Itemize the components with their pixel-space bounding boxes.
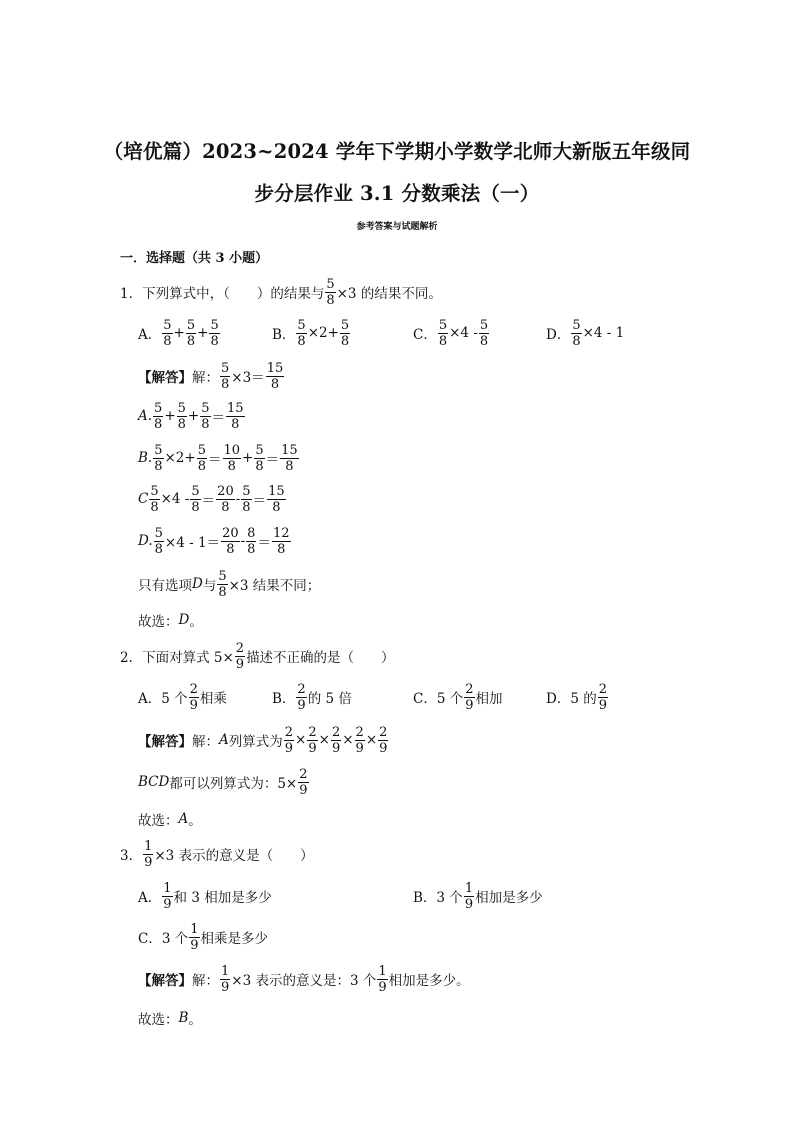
fraction: $\frac{15}{8}$ (268, 483, 285, 515)
fraction: $\frac{5}{8}$ (177, 400, 186, 432)
fraction: $\frac{1}{9}$ (144, 838, 153, 870)
q1-option-c: C． $\frac{5}{8}$ ×4 - $\frac{5}{8}$ (413, 317, 489, 349)
fraction: $\frac{2}{9}$ (284, 724, 294, 756)
fraction: $\frac{1}{9}$ (163, 880, 172, 912)
fraction: $\frac{5}{8}$ (210, 317, 219, 349)
answer-label: 【解答】 (138, 734, 192, 750)
fraction: $\frac{5}{8}$ (186, 317, 196, 349)
fraction: $\frac{2}{9}$ (331, 724, 341, 756)
q3-stem: 3． $\frac{1}{9}$ ×3 表示的意义是（ ） (120, 838, 314, 870)
fraction: $\frac{2}{9}$ (465, 681, 474, 713)
fraction: $\frac{5}{8}$ (438, 317, 448, 349)
q2-option-d: D．5 的 $\frac{2}{9}$ (546, 681, 607, 713)
q3-choice: 故选： B 。 (138, 1010, 202, 1028)
fraction: $\frac{5}{8}$ (340, 317, 350, 349)
fraction: $\frac{5}{8}$ (255, 442, 264, 474)
q1-solution-c: C $\frac{5}{8}$ ×4 - $\frac{5}{8}$ ＝ $\frac{20}{8}$ - $\frac{5}{8}$ ＝ $\frac{15}{8}$ (138, 483, 285, 515)
q1-choice: 故选： D 。 (138, 612, 203, 630)
fraction: $\frac{20}{8}$ (217, 483, 234, 515)
fraction: $\frac{5}{8}$ (154, 400, 163, 432)
fraction: $\frac{1}{9}$ (464, 880, 474, 912)
document-subtitle: 参考答案与试题解析 (356, 222, 438, 232)
q3-option-b: B．3 个 $\frac{1}{9}$ 相加是多少 (413, 880, 543, 912)
fraction: $\frac{2}{9}$ (299, 766, 308, 798)
fraction: $\frac{20}{8}$ (222, 525, 239, 557)
section-heading: 一．选择题（共 3 小题） (120, 250, 269, 266)
fraction: $\frac{2}{9}$ (598, 681, 607, 713)
fraction: $\frac{5}{8}$ (479, 317, 489, 349)
q3-solution: 【解答】 解： $\frac{1}{9}$ ×3 表示的意义是：3 个 $\frac{1}{9}$ 相加是多少。 (138, 963, 470, 995)
fraction: $\frac{5}{8}$ (297, 317, 306, 349)
q2-option-b: B． $\frac{2}{9}$ 的 5 倍 (272, 681, 352, 713)
q2-solution-bcd: BCD 都可以列算式为：5× $\frac{2}{9}$ (138, 766, 308, 798)
fraction: $\frac{2}{9}$ (235, 640, 245, 672)
fraction: $\frac{5}{8}$ (150, 483, 159, 515)
fraction: $\frac{5}{8}$ (218, 568, 227, 600)
q3-option-c: C．3 个 $\frac{1}{9}$ 相乘是多少 (138, 921, 268, 953)
q2-option-a: A．5 个 $\frac{2}{9}$ 相乘 (138, 681, 227, 713)
answer-label: 【解答】 (138, 973, 192, 989)
q1-solution-d: D. $\frac{5}{8}$ ×4 - 1＝ $\frac{20}{8}$ - $\frac{8}{8}$ ＝ $\frac{12}{8}$ (138, 525, 290, 557)
q3-option-a: A． $\frac{1}{9}$ 和 3 相加是多少 (138, 880, 272, 912)
fraction: $\frac{5}{8}$ (326, 276, 335, 308)
document-title-line2: 步分层作业 3.1 分数乘法（一） (254, 182, 540, 205)
fraction: $\frac{1}{9}$ (221, 963, 230, 995)
fraction: $\frac{5}{8}$ (221, 360, 230, 392)
fraction: $\frac{8}{8}$ (247, 525, 256, 557)
q1-stem-text: 1．下列算式中，（ ）的结果与 (120, 286, 325, 302)
fraction: $\frac{5}{8}$ (191, 483, 200, 515)
q1-stem (120, 274, 442, 310)
fraction: $\frac{15}{8}$ (281, 442, 298, 474)
q2-option-c: C．5 个 $\frac{2}{9}$ 相加 (413, 681, 503, 713)
fraction: $\frac{2}{9}$ (379, 724, 388, 756)
q1-solution-b: B. $\frac{5}{8}$ ×2+ $\frac{5}{8}$ ＝ $\frac{10}{8}$ + $\frac{5}{8}$ ＝ $\frac{15}{8}$ (138, 442, 298, 474)
q2-choice: 故选： A 。 (138, 811, 202, 829)
q1-option-a: A． $\frac{5}{8}$ + $\frac{5}{8}$ + $\frac{5}{8}$ (138, 317, 219, 349)
fraction: $\frac{5}{8}$ (572, 317, 581, 349)
fraction: $\frac{5}{8}$ (154, 442, 163, 474)
document-title-line1: （培优篇）2023~2024 学年下学期小学数学北师大新版五年级同 (103, 140, 691, 163)
q1-option-d: D． $\frac{5}{8}$ ×4 - 1 (546, 317, 625, 349)
fraction: $\frac{15}{8}$ (227, 400, 244, 432)
fraction: $\frac{2}{9}$ (297, 681, 306, 713)
q1-stem-text2: ×3 的结果不同。 (336, 286, 442, 302)
fraction: $\frac{2}{9}$ (355, 724, 364, 756)
fraction: $\frac{5}{8}$ (242, 483, 251, 515)
q2-solution-a: 【解答】 解： A 列算式为 $\frac{2}{9}$ × $\frac{2}{9}$ × $\frac{2}{9}$ × $\frac{2}{9}$ × $\frac{2}{9}$ (138, 724, 388, 756)
fraction: $\frac{1}{9}$ (378, 963, 387, 995)
fraction: $\frac{15}{8}$ (266, 360, 284, 392)
q1-solution-conclusion: 只有选项 D 与 $\frac{5}{8}$ ×3 结果不同； (138, 568, 321, 600)
answer-label: 【解答】 (138, 370, 192, 386)
fraction: $\frac{5}{8}$ (197, 442, 206, 474)
fraction: $\frac{5}{8}$ (201, 400, 210, 432)
q2-stem: 2．下面对算式 5× $\frac{2}{9}$ 描述不正确的是（ ） (120, 640, 395, 672)
q1-solution-a: A. $\frac{5}{8}$ + $\frac{5}{8}$ + $\frac{5}{8}$ ＝ $\frac{15}{8}$ (138, 400, 244, 432)
fraction: $\frac{5}{8}$ (154, 525, 163, 557)
fraction: $\frac{5}{8}$ (163, 317, 172, 349)
q1-option-b: B． $\frac{5}{8}$ ×2+ $\frac{5}{8}$ (272, 317, 350, 349)
fraction: $\frac{1}{9}$ (190, 921, 199, 953)
fraction: $\frac{10}{8}$ (223, 442, 241, 474)
fraction: $\frac{2}{9}$ (189, 681, 198, 713)
fraction: $\frac{2}{9}$ (308, 724, 317, 756)
fraction: $\frac{12}{8}$ (272, 525, 290, 557)
q1-solution-head: 【解答】 解： $\frac{5}{8}$ ×3＝ $\frac{15}{8}$ (138, 360, 284, 392)
